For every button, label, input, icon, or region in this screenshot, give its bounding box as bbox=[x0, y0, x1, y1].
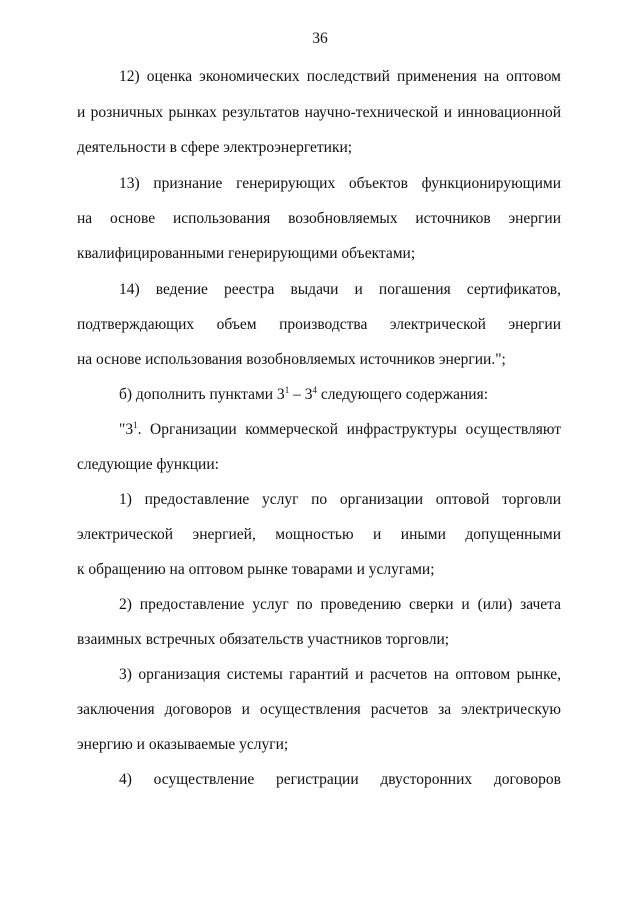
text-line: следующие функции: bbox=[77, 456, 219, 473]
text-line: 1) предоставление услуг по организации оптовой торговли bbox=[119, 491, 561, 508]
text-line: 3) организация системы гарантий и расчетов на оптовом рынке, bbox=[119, 666, 561, 683]
text-line: подтверждающих объем производства электрической энергии bbox=[77, 316, 561, 333]
text-line: к обращению на оптовом рынке товарами и услугами; bbox=[77, 561, 435, 578]
paragraph-sub-b bbox=[119, 386, 561, 404]
superscript: 1 bbox=[284, 384, 290, 395]
text-line: на основе использования возобновляемых источников энергии."; bbox=[77, 351, 506, 368]
text-line: квалифицированными генерирующими объектами; bbox=[77, 245, 416, 262]
text-line: взаимных встречных обязательств участников торговли; bbox=[77, 631, 450, 648]
text-line: 4) осуществление регистрации двусторонних договоров bbox=[119, 771, 561, 788]
clause-number: "3 bbox=[119, 421, 134, 438]
superscript: 1 bbox=[133, 419, 138, 430]
superscript: 4 bbox=[312, 384, 317, 395]
text-line bbox=[119, 421, 561, 439]
sub-b-text-pre: б) дополнить пунктами 3 bbox=[119, 386, 285, 403]
text-line: на основе использования возобновляемых источников энергии bbox=[77, 210, 561, 227]
text-line: электрической энергией, мощностью и иными допущенными bbox=[77, 526, 561, 543]
text-line: энергию и оказываемые услуги; bbox=[77, 736, 289, 753]
text-line: и розничных рынках результатов научно-технической и инновационной bbox=[77, 104, 561, 121]
page-number: 36 bbox=[312, 30, 328, 47]
text-line: 13) признание генерирующих объектов функционирующими bbox=[119, 175, 561, 192]
text-line: деятельности в сфере электроэнергетики; bbox=[77, 139, 353, 156]
clause-text: . Организации коммерческой инфраструктуры осуществляют bbox=[137, 421, 561, 438]
sub-b-text-post: следующего содержания: bbox=[316, 386, 489, 403]
text-line: 14) ведение реестра выдачи и погашения сертификатов, bbox=[119, 281, 561, 298]
sub-b-text-mid: – 3 bbox=[289, 386, 313, 403]
text-line: 12) оценка экономических последствий применения на оптовом bbox=[119, 68, 561, 85]
text-line: заключения договоров и осуществления расчетов за электрическую bbox=[77, 701, 561, 718]
text-line: 2) предоставление услуг по проведению сверки и (или) зачета bbox=[119, 596, 561, 613]
